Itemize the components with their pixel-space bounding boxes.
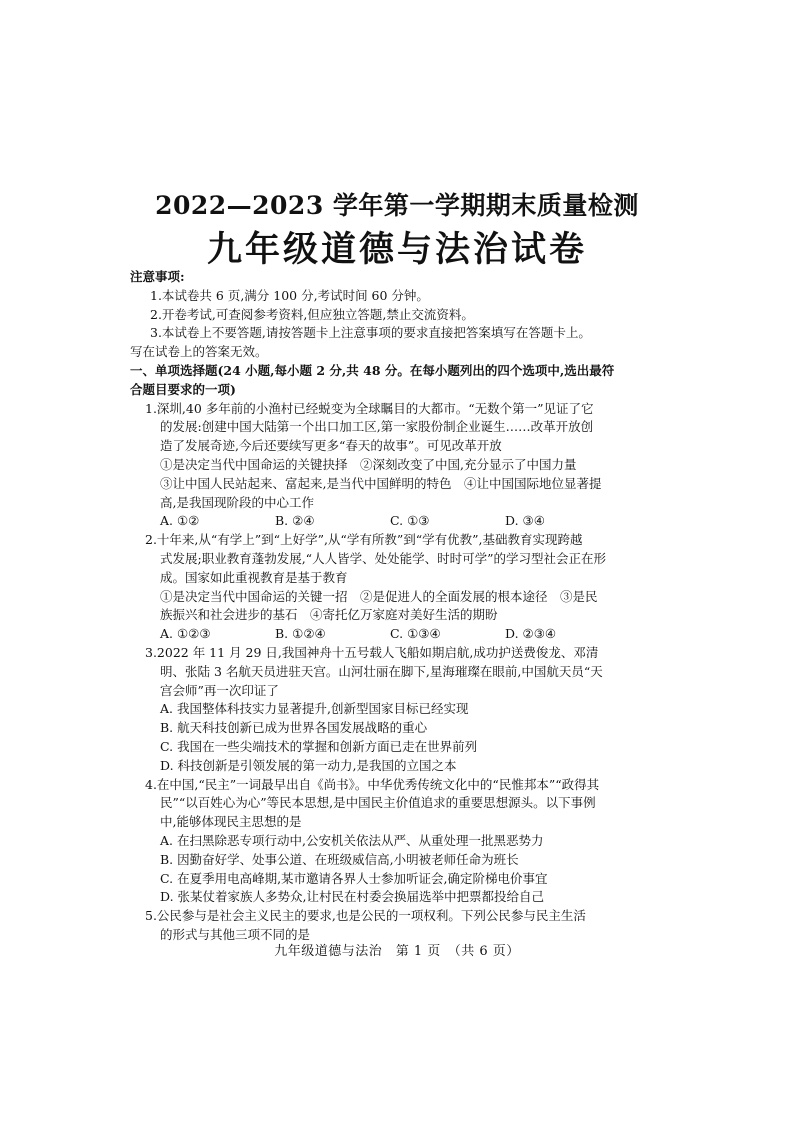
notice-item: 2.开卷考试,可查阅参考资料,但应独立答题,禁止交流资料。	[150, 306, 474, 322]
question-line: 民”“以百姓心为心”等民本思想,是中国民主价值追求的重要思想源头。以下事例	[160, 795, 596, 811]
option-d: D. 张某仗着家族人多势众,让村民在村委会换届选举中把票都投给自己	[160, 889, 544, 905]
option-c: C. ①③	[390, 513, 430, 529]
page-footer: 九年级道德与法治 第 1 页 （共 6 页）	[274, 944, 520, 959]
question-1	[130, 400, 670, 532]
question-line: ①是决定当代中国命运的关键一招 ②是促进人的全面发展的根本途径 ③是民	[160, 588, 598, 604]
question-line: ③让中国人民站起来、富起来,是当代中国鲜明的特色 ④让中国国际地位显著提	[160, 475, 602, 491]
option-b: B. ②④	[275, 513, 315, 529]
section-heading: 一、单项选择题(24 小题,每小题 2 分,共 48 分。在每小题列出的四个选项中,选出最符	[130, 362, 615, 378]
question-stem: 2.十年来,从“有学上”到“上好学”,从“学有所教”到“学有优教”,基础教育实现跨越	[145, 532, 583, 548]
notice-item: 写在试卷上的答案无效。	[130, 344, 268, 360]
question-line: 明、张陆 3 名航天员进驻天宫。山河壮丽在脚下,星海璀璨在眼前,中国航天员“天	[160, 663, 603, 679]
option-c: C. ①③④	[390, 626, 441, 642]
question-line: 的形式与其他三项不同的是	[160, 926, 311, 942]
question-stem: 5.公民参与是社会主义民主的要求,也是公民的一项权利。下列公民参与民主生活	[145, 908, 586, 924]
question-2	[130, 531, 670, 644]
question-line: 族振兴和社会进步的基石 ④寄托亿万家庭对美好生活的期盼	[160, 607, 498, 623]
question-line: 的发展:创建中国大陆第一个出口加工区,第一家股份制企业诞生……改革开放创	[160, 419, 594, 435]
option-b: B. ①②④	[275, 626, 326, 642]
question-line: 成。国家如此重视教育是基于教育	[160, 569, 348, 585]
option-b: B. 因勤奋好学、处事公道、在班级威信高,小明被老师任命为班长	[160, 851, 519, 867]
notice-item: 3.本试卷上不要答题,请按答题卡上注意事项的要求直接把答案填写在答题卡上。	[150, 325, 591, 341]
option-a: A. 我国整体科技实力显著提升,创新型国家目标已经实现	[160, 701, 469, 717]
question-line: 造了发展奇迹,今后还要续写更多“春天的故事”。可见改革开放	[160, 438, 502, 454]
question-stem: 1.深圳,40 多年前的小渔村已经蜕变为全球瞩目的大都市。“无数个第一”见证了它	[145, 400, 594, 416]
question-line: 高,是我国现阶段的中心工作	[160, 494, 314, 510]
exam-subject-title: 九年级道德与法治试卷	[206, 229, 587, 270]
question-3	[130, 644, 670, 776]
exam-body	[130, 268, 670, 945]
answer-options	[130, 512, 670, 531]
option-a: A. 在扫黑除恶专项行动中,公安机关依法从严、从重处理一批黑恶势力	[160, 832, 544, 848]
option-d: D. ②③④	[505, 626, 557, 642]
answer-options	[130, 625, 670, 644]
notice-item: 1.本试卷共 6 页,满分 100 分,考试时间 60 分钟。	[150, 287, 429, 303]
question-line: 中,能够体现民主思想的是	[160, 814, 302, 830]
option-c: C. 在夏季用电高峰期,某市邀请各界人士参加听证会,确定阶梯电价事宜	[160, 870, 548, 886]
question-stem: 4.在中国,“民主”一词最早出自《尚书》。中华优秀传统文化中的“民惟邦本”“政得其	[145, 776, 600, 792]
question-stem: 3.2022 年 11 月 29 日,我国神舟十五号载人飞船如期启航,成功护送费俊龙、邓清	[145, 644, 599, 660]
question-line: 式发展;职业教育蓬勃发展,“人人皆学、处处能学、时时可学”的学习型社会正在形	[160, 550, 606, 566]
option-d: D. 科技创新是引领发展的第一动力,是我国的立国之本	[160, 757, 457, 773]
question-line: ①是决定当代中国命运的关键抉择 ②深刻改变了中国,充分显示了中国力量	[160, 456, 577, 472]
question-4	[130, 776, 670, 908]
option-b: B. 航天科技创新已成为世界各国发展战略的重心	[160, 720, 428, 736]
option-a: A. ①②③	[160, 626, 211, 642]
exam-year-title: 2022—2023 学年第一学期期末质量检测	[155, 191, 639, 220]
question-line: 宫会师”再一次印证了	[160, 682, 279, 698]
option-d: D. ③④	[505, 513, 545, 529]
notice-heading: 注意事项:	[130, 269, 185, 284]
section-heading: 合题目要求的一项)	[130, 381, 236, 397]
option-a: A. ①②	[160, 513, 200, 529]
option-c: C. 我国在一些尖端技术的掌握和创新方面已走在世界前列	[160, 738, 478, 754]
